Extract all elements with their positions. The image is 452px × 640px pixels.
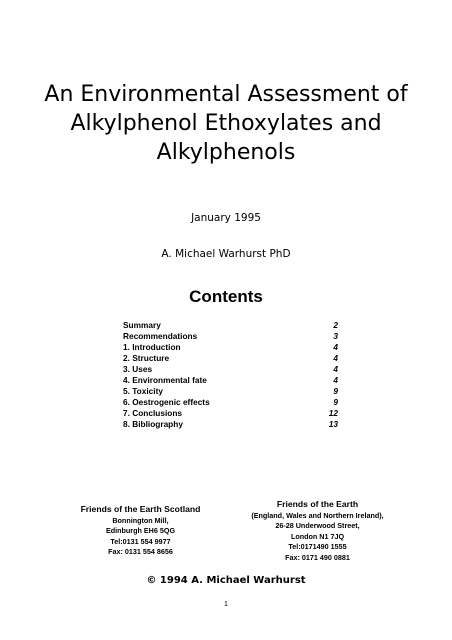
toc-entry bbox=[123, 342, 340, 353]
address-line: Fax: 0131 554 8656 bbox=[108, 547, 173, 557]
address-foe-scotland bbox=[63, 503, 218, 558]
toc-entry bbox=[123, 353, 340, 364]
toc-label: 3. Uses bbox=[123, 364, 153, 374]
address-line: London N1 7JQ bbox=[290, 531, 345, 541]
toc-page: 12 bbox=[328, 408, 338, 418]
toc-page: 4 bbox=[333, 342, 338, 352]
page-number: 1 bbox=[224, 601, 228, 608]
toc-page: 3 bbox=[333, 331, 338, 341]
title-line: Alkylphenols bbox=[156, 140, 296, 165]
document-title bbox=[0, 80, 452, 167]
toc-entry bbox=[123, 331, 340, 342]
address-line: (England, Wales and Northern Ireland), bbox=[251, 511, 384, 520]
address-line: Fax: 0171 490 0881 bbox=[285, 552, 350, 562]
toc-label: 7. Conclusions bbox=[123, 408, 183, 418]
table-of-contents bbox=[123, 320, 340, 430]
toc-label: 5. Toxicity bbox=[123, 386, 163, 396]
address-line: Edinburgh EH6 5QG bbox=[105, 526, 176, 536]
address-foe-england bbox=[240, 498, 395, 563]
toc-page: 4 bbox=[333, 375, 338, 385]
toc-label: 6. Oestrogenic effects bbox=[123, 397, 210, 407]
address-line: 26-28 Underwood Street, bbox=[275, 521, 360, 531]
toc-label: 4. Environmental fate bbox=[123, 375, 207, 385]
toc-entry bbox=[123, 386, 340, 397]
toc-label: 1. Introduction bbox=[123, 342, 181, 352]
address-line: Tel:0131 554 9977 bbox=[110, 536, 171, 546]
toc-entry bbox=[123, 320, 340, 331]
toc-page: 4 bbox=[333, 353, 338, 363]
toc-label: 8. Bibliography bbox=[123, 419, 183, 429]
toc-entry bbox=[123, 397, 340, 408]
organization-name: Friends of the Earth bbox=[276, 499, 359, 509]
copyright-notice: © 1994 A. Michael Warhurst bbox=[146, 575, 306, 586]
author: A. Michael Warhurst PhD bbox=[161, 248, 291, 260]
toc-page: 13 bbox=[328, 419, 338, 429]
toc-entry bbox=[123, 419, 340, 430]
publication-date: January 1995 bbox=[191, 212, 261, 224]
address-line: Bonnington Mill, bbox=[112, 516, 169, 525]
toc-entry bbox=[123, 375, 340, 386]
toc-page: 9 bbox=[333, 386, 338, 396]
contents-heading: Contents bbox=[189, 287, 263, 306]
toc-page: 4 bbox=[333, 364, 338, 374]
toc-page: 2 bbox=[333, 320, 338, 330]
toc-entry bbox=[123, 364, 340, 375]
title-line: Alkylphenol Ethoxylates and bbox=[70, 111, 382, 136]
toc-entry bbox=[123, 408, 340, 419]
title-line: An Environmental Assessment of bbox=[44, 82, 408, 107]
organization-name: Friends of the Earth Scotland bbox=[80, 504, 201, 514]
address-line: Tel:0171490 1555 bbox=[288, 542, 347, 552]
toc-label: Recommendations bbox=[123, 331, 198, 341]
toc-label: Summary bbox=[123, 320, 161, 330]
toc-label: 2. Structure bbox=[123, 353, 170, 363]
toc-page: 9 bbox=[333, 397, 338, 407]
